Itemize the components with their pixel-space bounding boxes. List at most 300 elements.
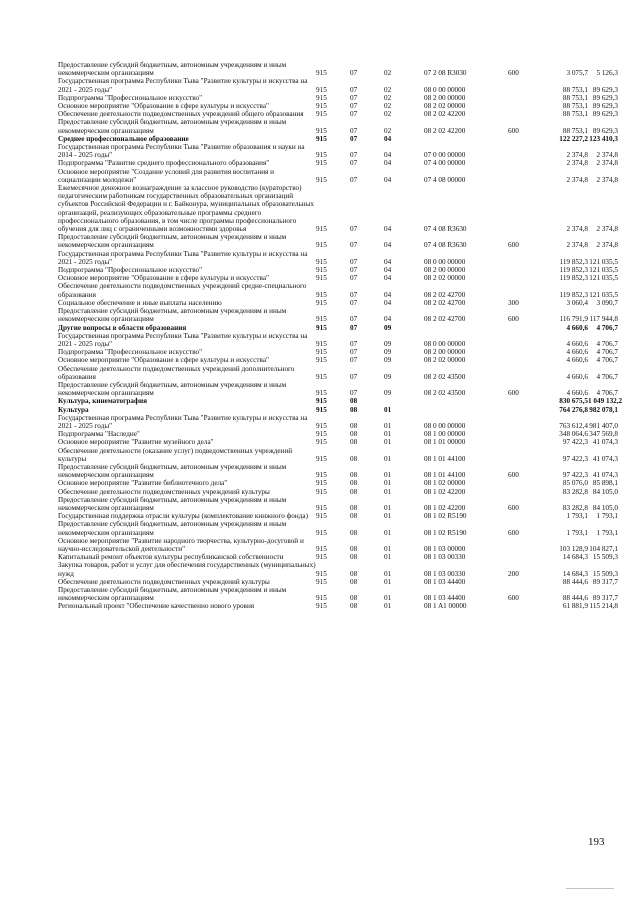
row-amount-year-2: 4 706,7 [596,372,618,381]
table-row [58,397,618,405]
row-grbs-code: 915 [316,69,327,78]
row-section-code: 08 [350,553,358,562]
table-row [58,94,618,102]
row-target-article: 08 0 00 00000 [424,257,466,266]
row-section-code: 07 [350,85,358,94]
row-subsection-code: 09 [384,356,392,365]
table-row [58,282,618,298]
table-row [58,184,618,233]
row-subsection-code: 01 [384,569,392,578]
row-amount-year-2: 1 049 132,2 [588,397,623,406]
row-target-article: 07 0 00 00000 [424,151,466,160]
row-grbs-code: 915 [316,151,327,160]
row-subsection-code [384,397,424,405]
row-target-article: 08 2 02 42700 [424,315,466,324]
row-amount-year-1: 88 444,6 [562,577,588,586]
row-expense-type [508,438,542,446]
row-amount-year-2: 121 035,5 [589,257,618,266]
row-target-article: 08 1 A1 00000 [424,602,467,611]
row-amount-year-1: 3 060,4 [566,298,588,307]
row-subsection-code: 01 [384,512,392,521]
row-subsection-code: 02 [384,85,392,94]
table-row [58,479,618,487]
row-section-code: 08 [350,528,358,537]
row-amount-year-2: 2 374,8 [596,225,618,234]
row-target-article [424,135,508,143]
row-name: Социальное обеспечение и иные выплаты населению [58,298,222,307]
row-target-article: 08 1 02 R5190 [424,528,467,537]
row-amount-year-1: 2 374,8 [566,225,588,234]
row-section-code: 08 [350,438,358,447]
row-grbs-code: 915 [316,471,327,480]
row-grbs-code: 915 [316,348,327,357]
table-row [58,168,618,184]
row-section-code: 07 [350,241,358,250]
row-subsection-code: 02 [384,93,392,102]
row-expense-type: 600 [508,528,519,537]
row-expense-type [508,479,542,487]
row-expense-type [508,602,542,610]
table-row [58,110,618,118]
row-expense-type [508,250,542,266]
table-row [58,143,618,159]
row-target-article: 08 1 01 44100 [424,471,466,480]
row-grbs-code: 915 [316,175,327,184]
row-section-code: 07 [350,356,358,365]
row-amount-year-2: 104 827,1 [589,544,618,553]
row-name: Подпрограмма "Профессиональное искусство" [58,266,203,275]
row-section-code: 07 [350,93,358,102]
row-expense-type [508,488,542,496]
row-target-article: 08 2 02 42200 [424,126,466,135]
row-target-article: 08 2 02 00000 [424,102,466,111]
row-expense-type [508,159,542,167]
row-grbs-code: 915 [316,110,327,119]
row-expense-type: 600 [508,503,519,512]
row-section-code: 07 [350,274,358,283]
row-grbs-code: 915 [316,528,327,537]
row-amount-year-2: 89 629,3 [592,93,618,102]
row-amount-year-1: 764 276,8 [559,405,588,414]
row-grbs-code: 915 [316,438,327,447]
row-amount-year-2: 121 035,5 [589,266,618,275]
row-section-code: 07 [350,323,358,332]
row-section-code: 08 [350,454,358,463]
row-amount-year-1: 88 753,1 [562,93,588,102]
table-row [58,602,618,610]
row-grbs-code: 915 [316,241,327,250]
row-grbs-code: 915 [316,315,327,324]
row-grbs-code: 915 [316,290,327,299]
row-name: Культура [58,405,89,414]
row-subsection-code: 04 [384,257,392,266]
row-section-code: 07 [350,266,358,275]
row-grbs-code: 915 [316,512,327,521]
row-subsection-code: 04 [384,290,392,299]
row-amount-year-1: 88 753,1 [562,126,588,135]
table-row [58,135,618,143]
row-subsection-code: 01 [384,544,392,553]
row-target-article: 08 2 02 43500 [424,389,466,398]
row-target-article: 08 1 02 42200 [424,503,466,512]
row-grbs-code: 915 [316,372,327,381]
row-name: Государственная поддержка отрасли культуры (комплектование книжного фонда) [58,512,308,521]
row-grbs-code: 915 [316,102,327,111]
row-amount-year-1: 119 852,3 [559,257,588,266]
row-target-article: 08 0 00 00000 [424,85,466,94]
row-amount-year-1: 1 793,1 [566,512,588,521]
row-subsection-code: 02 [384,69,392,78]
row-section-code: 07 [350,159,358,168]
table-row [58,438,618,446]
row-target-article: 08 1 03 00330 [424,553,466,562]
row-amount-year-1: 14 684,3 [562,569,588,578]
table-row [58,266,618,274]
row-amount-year-1: 119 852,3 [559,274,588,283]
row-target-article: 08 0 00 00000 [424,339,466,348]
row-name: Основное мероприятие "Развитие народного творчества, культурно-досуговой и научно-исследовательской деятельности" [58,536,304,553]
row-section-code: 08 [350,577,358,586]
row-name: Культура, кинематография [58,397,147,406]
table-row [58,520,618,536]
row-expense-type: 600 [508,126,519,135]
row-section-code: 08 [350,594,358,603]
row-section-code: 08 [350,471,358,480]
row-name: Государственная программа Республики Тыва "Развитие культуры и искусства на 2021 - 2025 годы" [58,413,308,430]
row-subsection-code: 04 [384,175,392,184]
row-grbs-code: 915 [316,553,327,562]
row-section-code: 08 [350,430,358,439]
row-expense-type [508,447,542,463]
row-amount-year-2: 123 410,3 [589,134,618,143]
row-amount-year-2: 121 035,5 [589,290,618,299]
row-amount-year-1: 2 374,8 [566,175,588,184]
row-name: Основное мероприятие "Развитие музейного дела" [58,438,214,447]
row-target-article: 07 2 08 R3030 [424,69,467,78]
row-expense-type [508,94,542,102]
row-target-article: 08 1 02 00000 [424,479,466,488]
row-amount-year-2: 981 407,0 [589,421,618,430]
row-name: Предоставление субсидий бюджетным, автономным учреждениям и иным некоммерческим организациям [58,118,287,135]
row-section-code: 07 [350,257,358,266]
row-target-article: 08 1 01 44100 [424,454,466,463]
budget-table-body [58,61,623,611]
row-amount-year-2: 85 898,1 [592,479,618,488]
row-expense-type [508,135,542,143]
row-subsection-code: 02 [384,126,392,135]
table-row [58,488,618,496]
row-grbs-code: 915 [316,266,327,275]
row-amount-year-1: 97 422,3 [562,438,588,447]
row-expense-type [508,414,542,430]
row-expense-type: 300 [508,298,519,307]
row-expense-type [508,406,542,414]
row-amount-year-2: 41 074,3 [592,438,618,447]
table-row [58,381,618,397]
table-row [58,463,618,479]
row-grbs-code: 915 [316,421,327,430]
row-amount-year-1: 88 753,1 [562,85,588,94]
row-amount-year-1: 116 791,9 [559,315,588,324]
row-target-article: 08 1 03 44400 [424,594,466,603]
row-amount-year-2: 347 569,8 [589,430,618,439]
row-subsection-code: 01 [384,479,392,488]
row-amount-year-2: 89 317,7 [592,577,618,586]
row-amount-year-1: 122 227,2 [559,134,588,143]
row-subsection-code: 01 [384,487,392,496]
row-grbs-code: 915 [316,405,327,414]
row-target-article: 08 2 02 00000 [424,274,466,283]
row-amount-year-2: 2 374,8 [596,151,618,160]
row-target-article: 08 1 00 00000 [424,430,466,439]
row-expense-type: 600 [508,69,519,78]
row-amount-year-1: 88 753,1 [562,102,588,111]
row-section-code: 08 [350,512,358,521]
row-expense-type [508,102,542,110]
row-amount-year-1: 4 660,6 [566,323,588,332]
row-amount-year-1: 88 444,6 [562,594,588,603]
row-amount-year-2: 84 105,0 [592,503,618,512]
row-amount-year-1: 14 684,3 [562,553,588,562]
row-amount-year-1: 97 422,3 [562,454,588,463]
row-subsection-code: 02 [384,110,392,119]
row-expense-type [508,143,542,159]
row-subsection-code: 09 [384,389,392,398]
row-expense-type: 600 [508,594,519,603]
row-name: Обеспечение деятельности подведомственных учреждений общего образования [58,110,304,119]
row-subsection-code: 04 [384,151,392,160]
row-target-article: 08 2 00 00000 [424,266,466,275]
row-expense-type [508,512,542,520]
row-target-article: 08 2 00 00000 [424,348,466,357]
row-target-article: 07 4 00 00000 [424,159,466,168]
row-section-code: 08 [350,487,358,496]
row-expense-type [508,348,542,356]
row-name: Обеспечение деятельности подведомственных учреждений культуры [58,577,270,586]
row-subsection-code: 01 [384,454,392,463]
row-subsection-code: 01 [384,430,392,439]
budget-table [58,61,623,611]
row-name: Государственная программа Республики Тыва "Развитие культуры и искусства на 2021 - 2025 годы" [58,331,308,348]
row-amount-year-2: 89 629,3 [592,85,618,94]
row-grbs-code: 915 [316,225,327,234]
row-subsection-code: 04 [384,266,392,275]
row-name: Капитальный ремонт объектов культуры республиканской собственности [58,553,284,562]
row-section-code: 07 [350,126,358,135]
row-amount-year-2: 89 629,3 [592,102,618,111]
row-subsection-code: 09 [384,372,392,381]
table-row [58,233,618,249]
row-name: Предоставление субсидий бюджетным, автономным учреждениям и иным некоммерческим организациям [58,495,287,512]
row-grbs-code: 915 [316,126,327,135]
row-name: Основное мероприятие "Образование в сфере культуры и искусства" [58,356,269,365]
row-target-article [424,324,508,332]
row-name: Государственная программа Республики Тыва "Развитие культуры и искусства на 2021 - 2025 годы" [58,249,308,266]
row-grbs-code: 915 [316,274,327,283]
row-expense-type [508,324,542,332]
row-grbs-code: 915 [316,487,327,496]
row-amount-year-2: 41 074,3 [592,471,618,480]
row-amount-year-1: 83 282,8 [562,503,588,512]
row-amount-year-2: 4 706,7 [596,389,618,398]
row-amount-year-2: 89 629,3 [592,110,618,119]
row-amount-year-1: 83 282,8 [562,487,588,496]
row-grbs-code: 915 [316,454,327,463]
row-amount-year-1: 85 076,0 [562,479,588,488]
row-section-code: 08 [350,421,358,430]
table-row [58,406,618,414]
row-name: Закупка товаров, работ и услуг для обеспечения государственных (муниципальных) нужд [58,561,316,578]
row-grbs-code: 915 [316,93,327,102]
row-amount-year-2: 41 074,3 [592,454,618,463]
row-name: Предоставление субсидий бюджетным, автономным учреждениям и иным некоммерческим организациям [58,61,287,78]
row-name: Основное мероприятие "Образование в сфере культуры и искусства" [58,102,269,111]
row-amount-year-1: 3 075,7 [566,69,588,78]
row-grbs-code: 915 [316,397,327,406]
row-target-article: 08 2 02 42700 [424,298,466,307]
row-expense-type [508,365,542,381]
row-target-article: 08 1 03 00330 [424,569,466,578]
row-expense-type [508,110,542,118]
row-name: Предоставление субсидий бюджетным, автономным учреждениям и иным некоммерческим организациям [58,380,287,398]
row-section-code: 07 [350,110,358,119]
row-subsection-code: 01 [384,602,392,611]
scan-artifact [566,888,614,891]
row-target-article: 08 1 03 00000 [424,544,466,553]
row-name: Среднее профессиональное образование [58,134,189,143]
row-name: Обеспечение деятельности (оказание услуг) подведомственных учреждений культуры [58,446,293,463]
row-expense-type: 200 [508,569,519,578]
table-row [58,77,618,93]
row-expense-type [508,578,542,586]
row-amount-year-1: 4 660,6 [566,348,588,357]
row-name: Основное мероприятие "Образование в сфере культуры и искусства" [58,274,269,283]
row-name: Основное мероприятие "Создание условий для развития воспитания и социализации молодежи" [58,167,274,184]
row-grbs-code: 915 [316,356,327,365]
row-amount-year-1: 88 753,1 [562,110,588,119]
row-section-code: 07 [350,151,358,160]
row-expense-type [508,274,542,282]
row-target-article [424,397,508,405]
row-target-article: 08 2 02 43500 [424,372,466,381]
row-subsection-code: 04 [384,298,392,307]
row-grbs-code: 915 [316,257,327,266]
row-target-article: 08 2 02 42200 [424,110,466,119]
row-grbs-code: 915 [316,389,327,398]
row-section-code: 08 [350,569,358,578]
row-expense-type: 600 [508,389,519,398]
row-amount-year-1: 4 660,6 [566,372,588,381]
row-amount-year-1: 97 422,3 [562,471,588,480]
row-grbs-code: 915 [316,339,327,348]
row-expense-type [508,537,542,553]
row-amount-year-2: 15 509,3 [592,569,618,578]
table-row [58,61,618,77]
table-row [58,324,618,332]
row-amount-year-2: 121 035,5 [589,274,618,283]
table-row [58,496,618,512]
row-subsection-code: 01 [384,438,392,447]
table-row [58,553,618,561]
row-expense-type [508,77,542,93]
row-name: Ежемесячное денежное вознаграждение за классное руководство (кураторство) педагогическим работникам государственных образовательных организаций субъектов Российской Федерации и г. Байконура, муниципальных образовательных организаций, реализующих образовательные программы среднего профессионального образования, в том числе программы профессионального обучения для лиц с ограниченными возможностями здоровья [58,184,314,234]
row-expense-type [508,553,542,561]
row-subsection-code: 01 [384,553,392,562]
row-amount-year-2: 5 126,3 [596,69,618,78]
row-amount-year-2: 4 706,7 [596,323,618,332]
row-grbs-code: 915 [316,85,327,94]
table-row [58,332,618,348]
table-row [58,102,618,110]
row-expense-type [508,430,542,438]
row-amount-year-1: 119 852,3 [559,290,588,299]
row-target-article: 08 1 02 42200 [424,487,466,496]
row-subsection-code: 02 [384,102,392,111]
row-name: Обеспечение деятельности подведомственных учреждений средне-специального образования [58,282,307,299]
row-grbs-code: 915 [316,577,327,586]
row-subsection-code: 01 [384,503,392,512]
row-name: Государственная программа Республики Тыва "Развитие культуры и искусства на 2021 - 2025 годы" [58,77,308,94]
row-amount-year-2: 4 706,7 [596,339,618,348]
row-amount-year-2: 89 317,7 [592,594,618,603]
row-subsection-code: 01 [384,577,392,586]
row-target-article: 08 2 00 00000 [424,93,466,102]
table-row [58,356,618,364]
row-expense-type [508,397,542,405]
table-row [58,512,618,520]
row-name: Государственная программа Республики Тыва "Развитие образования и науки на 2014 - 2025 годы" [58,143,305,160]
table-row [58,250,618,266]
row-name: Подпрограмма "Профессиональное искусство" [58,348,203,357]
row-subsection-code: 04 [384,274,392,283]
row-section-code: 07 [350,298,358,307]
row-target-article: 08 2 02 00000 [424,356,466,365]
row-target-article: 07 4 08 R3630 [424,225,467,234]
row-section-code: 08 [350,503,358,512]
row-section-code: 07 [350,389,358,398]
row-grbs-code: 915 [316,430,327,439]
table-row [58,159,618,167]
row-target-article: 08 1 03 44400 [424,577,466,586]
row-section-code: 07 [350,175,358,184]
row-amount-year-2: 4 706,7 [596,356,618,365]
row-expense-type [508,282,542,298]
row-target-article: 08 0 00 00000 [424,421,466,430]
table-row [58,537,618,553]
row-amount-year-2: 4 706,7 [596,348,618,357]
row-amount-year-1: 830 675,5 [559,397,588,406]
row-section-code: 07 [350,315,358,324]
row-section-code: 07 [350,290,358,299]
row-grbs-code: 915 [316,323,327,332]
row-name: Предоставление субсидий бюджетным, автономным учреждениям и иным некоммерческим организациям [58,307,287,324]
row-section-code: 08 [350,544,358,553]
row-grbs-code: 915 [316,503,327,512]
row-grbs-code: 915 [316,159,327,168]
row-grbs-code: 915 [316,479,327,488]
row-subsection-code: 01 [384,471,392,480]
row-name: Обеспечение деятельности подведомственных учреждений культуры [58,487,270,496]
row-target-article: 08 2 02 42700 [424,290,466,299]
row-section-code: 08 [350,397,358,406]
row-section-code: 07 [350,69,358,78]
row-grbs-code: 915 [316,134,327,143]
table-row [58,365,618,381]
row-expense-type: 600 [508,241,519,250]
row-subsection-code: 04 [384,225,392,234]
table-row [58,307,618,323]
table-row [58,414,618,430]
